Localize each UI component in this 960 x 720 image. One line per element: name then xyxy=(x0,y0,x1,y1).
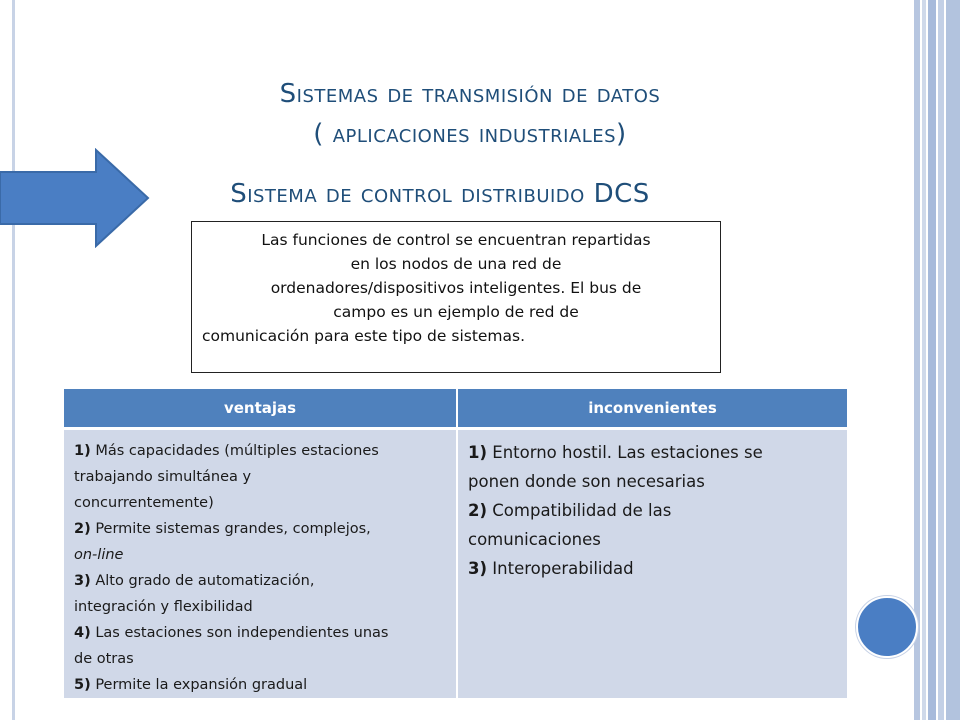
disadvantage-item xyxy=(468,438,837,496)
advantages-cell xyxy=(64,429,457,699)
advantage-item xyxy=(74,516,446,568)
description-line: comunicación para este tipo de sistemas. xyxy=(202,327,526,345)
disadvantage-item xyxy=(468,554,837,583)
item-number: 2) xyxy=(468,501,488,520)
description-line: campo es un ejemplo de red de xyxy=(333,303,579,321)
item-text: Alto grado de automatización, xyxy=(95,573,315,589)
advantage-item xyxy=(74,620,446,672)
item-number: 4) xyxy=(74,625,91,641)
advantage-item xyxy=(74,568,446,620)
item-number: 3) xyxy=(74,573,91,589)
item-text: Las estaciones son independientes unas xyxy=(95,625,389,641)
subtitle-text: Sistema de control distribuido xyxy=(230,179,585,209)
item-number: 1) xyxy=(74,443,91,459)
left-decorative-rule xyxy=(12,0,15,720)
description-line: Las funciones de control se encuentran repartidas xyxy=(261,231,651,249)
description-line: en los nodos de una red de xyxy=(350,255,562,273)
item-text: trabajando simultánea y xyxy=(74,469,252,485)
item-text: de otras xyxy=(74,651,134,667)
item-text: on-line xyxy=(74,547,124,563)
item-number: 1) xyxy=(468,443,488,462)
description-line: ordenadores/dispositivos inteligentes. El bus de xyxy=(270,279,642,297)
table-row xyxy=(64,429,847,699)
item-text: Permite sistemas grandes, complejos, xyxy=(95,521,371,537)
item-text: Interoperabilidad xyxy=(492,559,634,578)
disadvantage-item xyxy=(468,496,837,554)
item-text: integración y flexibilidad xyxy=(74,599,253,615)
title-line-1: Sistemas de transmisión de datos xyxy=(279,79,661,109)
title-line-2: ( aplicaciones industriales) xyxy=(313,119,627,149)
item-text: Más capacidades (múltiples estaciones xyxy=(95,443,379,459)
right-decorative-stripes xyxy=(914,0,960,720)
slide-title xyxy=(150,74,790,154)
table-header-row xyxy=(64,389,847,429)
item-number: 2) xyxy=(74,521,91,537)
comparison-table xyxy=(64,389,847,698)
item-text: Entorno hostil. Las estaciones se xyxy=(492,443,763,462)
header-ventajas: ventajas xyxy=(64,389,457,429)
item-text: concurrentemente) xyxy=(74,495,214,511)
item-text: ponen donde son necesarias xyxy=(468,472,705,491)
description-text xyxy=(196,228,716,348)
right-arrow-icon xyxy=(0,148,150,248)
header-inconvenientes: inconvenientes xyxy=(457,389,847,429)
item-text: Permite la expansión gradual xyxy=(95,677,308,693)
item-number: 3) xyxy=(468,559,488,578)
slide-subtitle xyxy=(150,174,730,214)
item-text: comunicaciones xyxy=(468,530,601,549)
circle-accent-icon xyxy=(856,596,918,658)
advantage-item xyxy=(74,672,446,698)
item-text: Compatibilidad de las xyxy=(492,501,672,520)
item-number: 5) xyxy=(74,677,91,693)
subtitle-acronym: DCS xyxy=(593,179,650,209)
disadvantages-cell xyxy=(457,429,847,699)
advantage-item xyxy=(74,438,446,516)
